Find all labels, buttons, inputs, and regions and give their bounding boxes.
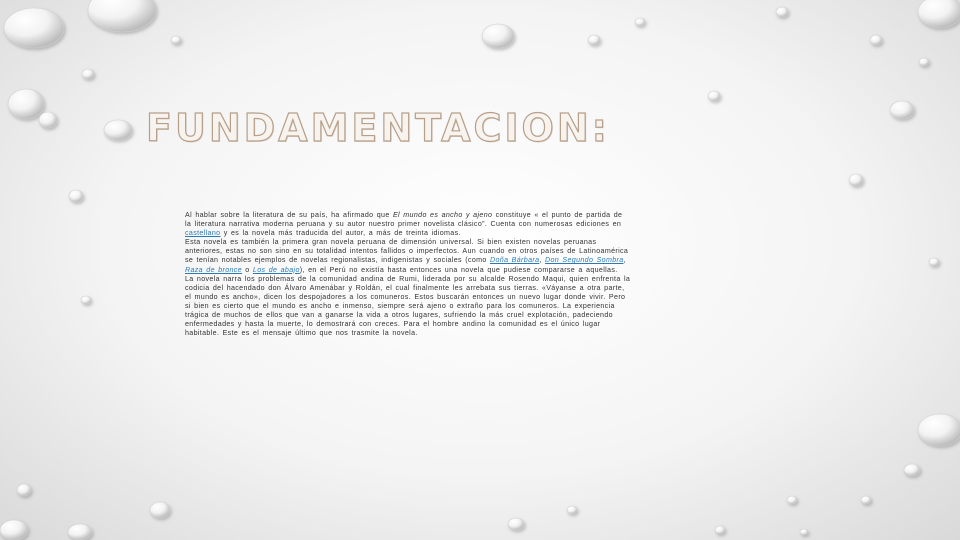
- water-drop: [8, 89, 44, 119]
- water-drop: [4, 8, 64, 48]
- water-drop: [776, 7, 788, 17]
- paragraph-intro: [185, 211, 631, 238]
- water-drop: [918, 414, 960, 446]
- water-drop: [17, 484, 31, 496]
- water-drop: [918, 0, 960, 28]
- water-drop: [0, 520, 28, 540]
- water-drop: [150, 502, 170, 518]
- water-drop: [890, 101, 914, 119]
- paragraph-plot: La novela narra los problemas de la comunidad andina de Rumi, liderada por su alcalde Rosendo Maqui, quien enfrenta la codicia del hacendado don Álvaro Amenábar y Roldán, el cual finalmente les arrebata sus tierras. «Váyanse a otra parte, el mundo es ancho», dicen los despojadores a los comuneros. Estos buscarán entonces un nuevo lugar donde vivir. Pero si bien es cierto que el mundo es ancho e inmenso, siempre será ajeno o extraño para los comuneros. La experiencia trágica de muchos de ellos que van a ganarse la vida a otros lugares, sufriendo la más cruel explotación, padeciendo enfermedades y hasta la muerte, lo demostrará con creces. Para el hombre andino la comunidad es el único lugar habitable. Este es el mensaje último que nos trasmite la novela.: [185, 274, 631, 338]
- text-run: Al hablar sobre la literatura de su país, ha afirmado que: [185, 211, 393, 219]
- link-los-de-abajo[interactable]: Los de abajo: [252, 265, 300, 274]
- water-drop: [82, 69, 94, 79]
- paragraph-context: [185, 238, 631, 274]
- water-drop: [870, 35, 882, 45]
- water-drop: [588, 35, 600, 45]
- water-drop: [88, 0, 156, 32]
- text-run: constituye « el punto de partida de la literatura narrativa moderna peruana y su autor nuestro primer novelista clásico”. Cuenta con numerosas ediciones en: [185, 211, 623, 229]
- water-drop: [708, 91, 720, 101]
- text-run: Esta novela es también la primera gran novela peruana de dimensión universal. Si bien existen novelas peruanas anteriores, estas no son sino en su totalidad intentos fallidos o imperfectos. Aun cuando en otros países de Latinoamérica se tenían notables ejemplos de novelas regionalistas, indigenistas y sociales (como: [185, 238, 629, 265]
- water-drop: [81, 296, 91, 304]
- water-drop: [171, 36, 181, 44]
- water-drop: [904, 464, 920, 476]
- text-run: y es la novela más traducida del autor, a más de treinta idiomas.: [220, 229, 461, 238]
- text-run: o: [241, 265, 253, 274]
- slide-body: [185, 211, 631, 338]
- water-drop: [635, 18, 645, 26]
- water-drop: [800, 529, 808, 535]
- water-drop: [482, 24, 514, 48]
- work-title: El mundo es ancho y ajeno: [392, 211, 493, 219]
- water-drop: [787, 496, 797, 504]
- water-drop: [104, 120, 132, 140]
- water-drop: [861, 496, 871, 504]
- water-drop: [715, 526, 725, 534]
- text-run: ,: [539, 256, 546, 265]
- water-drop: [919, 58, 929, 66]
- link-raza-de-bronce[interactable]: Raza de bronce: [185, 265, 242, 274]
- water-drop: [567, 506, 577, 514]
- slide-title: FUNDAMENTACION:: [146, 106, 610, 150]
- link-dona-barbara[interactable]: Doña Bárbara: [490, 256, 540, 265]
- link-castellano[interactable]: castellano: [185, 229, 221, 238]
- water-drop: [69, 190, 83, 202]
- water-drop: [39, 112, 57, 128]
- link-don-segundo-sombra[interactable]: Don Segundo Sombra: [545, 256, 624, 265]
- text-run: ), en el Perú no existía hasta entonces una novela que pudiese compararse a aquellas.: [299, 265, 618, 274]
- text-run: ,: [623, 256, 626, 265]
- water-drop: [929, 258, 939, 266]
- water-drop: [508, 518, 524, 530]
- water-drop: [849, 174, 863, 186]
- water-drop: [68, 524, 92, 540]
